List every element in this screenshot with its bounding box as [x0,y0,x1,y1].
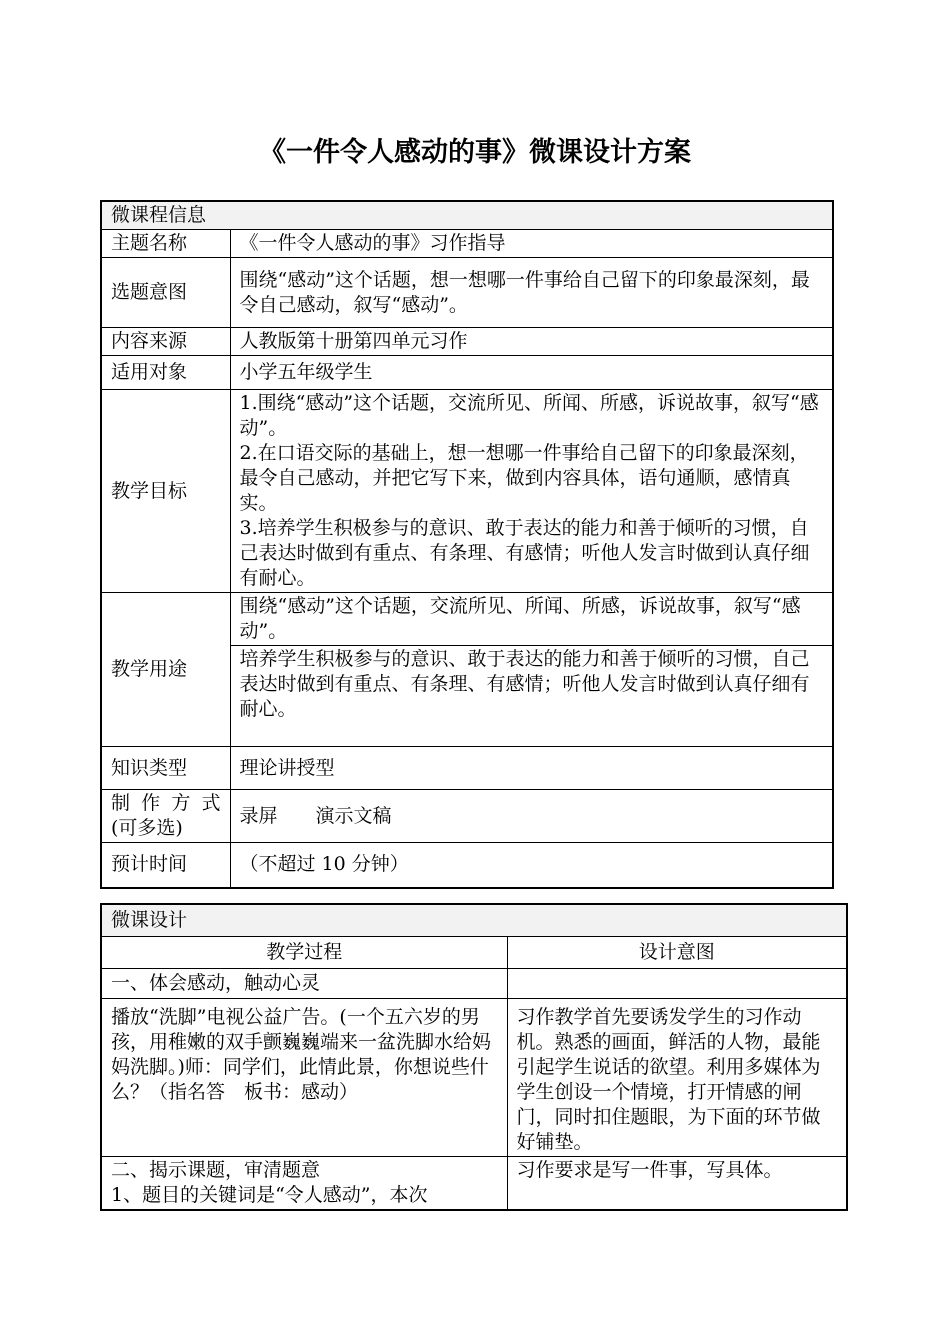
time-label: 预计时间 [101,843,230,888]
knowledge-label: 知识类型 [101,747,230,790]
intent-cell: 习作教学首先要诱发学生的习作动机。熟悉的画面，鲜活的人物，最能引起学生说话的欲望。利用多媒体为学生创设一个情境，打开情感的闸门，同时扣住题眼，为下面的环节做好铺垫。 [507,998,847,1156]
column-header-intent: 设计意图 [507,936,847,968]
method-value: 录屏 演示文稿 [230,790,833,843]
intent-label: 选题意图 [101,258,230,328]
row-time [101,843,833,888]
table-row [101,998,847,1156]
design-header-row [101,936,847,968]
goals-value [230,390,833,593]
row-knowledge [101,747,833,790]
process-line: 二、揭示课题，审清题意 [111,1158,321,1181]
row-goals [101,390,833,593]
page-title: 《一件令人感动的事》微课设计方案 [259,137,691,168]
goal-item: 1.围绕“感动”这个话题，交流所见、所闻、所感，诉说故事，叙写“感动”。 [239,392,819,439]
goal-item: 3.培养学生积极参与的意识、敢于表达的能力和善于倾听的习惯，自己表达时做到有重点、有条理、有感情；听他人发言时做到认真仔细有耐心。 [239,517,810,589]
source-value: 人教版第十册第四单元习作 [230,328,833,356]
use-item: 围绕“感动”这个话题，交流所见、所闻、所感，诉说故事，叙写“感动”。 [239,595,801,642]
intent-cell: 习作要求是写一件事，写具体。 [507,1156,847,1210]
goals-label: 教学目标 [101,390,230,593]
use-value [230,593,833,747]
process-cell [101,1156,507,1210]
topic-value: 《一件令人感动的事》习作指导 [230,230,833,258]
source-label: 内容来源 [101,328,230,356]
topic-label: 主题名称 [101,230,230,258]
use-label: 教学用途 [101,593,230,747]
lesson-design-table [100,903,848,1211]
table-row [101,968,847,998]
time-value: （不超过 10 分钟） [230,843,833,888]
method-label [101,790,230,843]
row-use [101,593,833,747]
intent-cell [507,968,847,998]
row-source [101,328,833,356]
process-cell: 一、体会感动，触动心灵 [101,968,507,998]
row-intent [101,258,833,328]
row-method [101,790,833,843]
process-line: 1、题目的关键词是“令人感动”，本次 [111,1183,428,1206]
section-header-course-info: 微课程信息 [101,201,833,230]
row-topic [101,230,833,258]
audience-value: 小学五年级学生 [230,356,833,390]
intent-value: 围绕“感动”这个话题，想一想哪一件事给自己留下的印象最深刻，最令自己感动，叙写“感动”。 [230,258,833,328]
knowledge-value: 理论讲授型 [230,747,833,790]
use-item: 培养学生积极参与的意识、敢于表达的能力和善于倾听的习惯，自己表达时做到有重点、有条理、有感情；听他人发言时做到认真仔细有耐心。 [231,645,833,746]
audience-label: 适用对象 [101,356,230,390]
row-audience [101,356,833,390]
process-cell: 播放“洗脚”电视公益广告。(一个五六岁的男孩，用稚嫩的双手颤巍巍端来一盆洗脚水给妈妈洗脚。)师：同学们，此情此景，你想说些什么？（指名答 板书：感动） [101,998,507,1156]
course-info-table [100,200,834,889]
method-label-line1: 制 作 方 式 [111,792,221,814]
method-label-line2: (可多选) [111,817,183,839]
goal-item: 2.在口语交际的基础上，想一想哪一件事给自己留下的印象最深刻，最令自己感动，并把它写下来，做到内容具体，语句通顺，感情真实。 [239,442,809,514]
section-header-lesson-design: 微课设计 [101,904,847,936]
column-header-process: 教学过程 [101,936,507,968]
table-row [101,1156,847,1210]
